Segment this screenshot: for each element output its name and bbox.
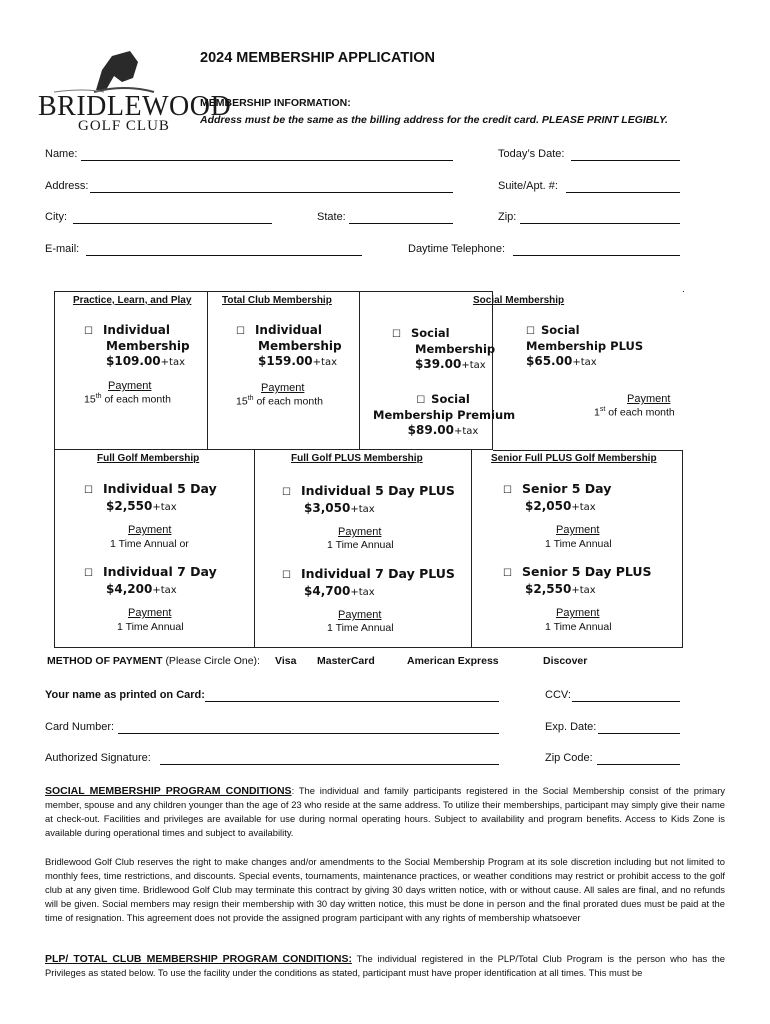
divider (359, 291, 360, 450)
payment-method-note: (Please Circle One): (165, 655, 260, 667)
tax: +tax (453, 426, 479, 437)
checkbox-icon[interactable]: ☐ (282, 487, 291, 498)
option-label: Individual 7 Day (102, 564, 217, 579)
price: $2,550 (106, 499, 153, 513)
option-label: Social (540, 323, 580, 337)
full-golf-heading: Full Golf Membership (97, 453, 200, 464)
social-conditions-heading: SOCIAL MEMBERSHIP PROGRAM CONDITIONS (45, 785, 292, 797)
social-premium-option[interactable] (373, 392, 516, 439)
option-label: Social (410, 326, 450, 340)
payment-detail: 1 Time Annual (327, 622, 394, 634)
name-label: Name: (45, 148, 78, 160)
payment-label: Payment (556, 607, 600, 619)
social-payment-detail: 1st of each month (594, 406, 675, 419)
city-label: City: (45, 211, 67, 223)
exp-date-label: Exp. Date: (545, 721, 597, 733)
state-label: State: (317, 211, 346, 223)
option-label: Membership (106, 339, 190, 353)
checkbox-icon[interactable]: ☐ (392, 329, 401, 340)
email-label: E-mail: (45, 243, 80, 255)
tax: +tax (152, 502, 177, 513)
full-golf-5day-option[interactable] (84, 481, 217, 515)
info-note: Address must be the same as the billing address for the credit card. PLEASE PRINT LEGIBLY. (200, 114, 668, 126)
option-label: Senior 5 Day (521, 481, 612, 496)
checkbox-icon[interactable]: ☐ (526, 326, 535, 337)
address-label: Address: (45, 180, 89, 192)
price: $65.00 (526, 354, 573, 368)
payment-label: Payment (128, 607, 172, 619)
zip-label: Zip: (498, 211, 517, 223)
price: $2,050 (525, 499, 572, 513)
card-visa[interactable]: Visa (275, 655, 297, 667)
name-field[interactable] (81, 160, 453, 161)
tax: +tax (160, 357, 186, 368)
telephone-field[interactable] (513, 255, 680, 256)
checkbox-icon[interactable]: ☐ (416, 395, 426, 406)
payment-label: Payment (338, 609, 382, 621)
social-option[interactable] (392, 326, 495, 373)
zip-field[interactable] (520, 223, 680, 224)
name-on-card-label: Your name as printed on Card: (45, 689, 205, 701)
senior-heading: Senior Full PLUS Golf Membership (491, 453, 657, 464)
option-label: Individual (254, 323, 322, 337)
option-label: Membership PLUS (526, 339, 644, 353)
practice-payment-detail: 15th of each month (84, 393, 171, 406)
price: $89.00 (407, 423, 454, 437)
option-label: Social (431, 392, 470, 406)
payment-method-row (47, 655, 260, 667)
payment-detail: 1 Time Annual (117, 621, 184, 633)
plp-conditions-text: The individual registered in the PLP/Total Club Program is the person who has the Privileges as stated below. To use the facility under the conditions as stated, participant must have proper identification at all times. This must be (45, 953, 725, 978)
social-conditions-paragraph (45, 784, 725, 840)
payment-method-label: METHOD OF PAYMENT (47, 655, 163, 667)
checkbox-icon[interactable]: ☐ (503, 485, 512, 496)
option-label: Membership Premium (373, 408, 516, 422)
divider (207, 291, 208, 450)
exp-date-field[interactable] (598, 733, 680, 734)
reserve-paragraph: Bridlewood Golf Club reserves the right to make changes and/or amendments to the Social Membership Program at its sole discretion including but not limited to monthly fees, time restrictions, and discounts. Special events, tournaments, maintenance practices, or weather conditions may restrict or prohibit access to the golf club at any given time. Bridlewood Golf Club may terminate this contract by giving 30 days written notice, with or without cause. All sales are final, and no refunds will be given. Social members may resign their membership with 30 day written notice, this must be done in person and the final prorated dues must be paid at the time of resignation. This agreement does not provide the assigned program participant with any rights of membership whatsoever (45, 856, 725, 923)
state-field[interactable] (349, 223, 453, 224)
full-golf-plus-7day-option[interactable] (282, 566, 455, 600)
tax: +tax (571, 585, 596, 596)
bridlewood-logo (34, 48, 232, 138)
tax: +tax (572, 357, 597, 368)
payment-label: Payment (128, 524, 172, 536)
tax: +tax (571, 502, 596, 513)
price: $4,200 (106, 582, 153, 596)
option-label: Membership (415, 342, 496, 356)
full-golf-plus-5day-option[interactable] (282, 483, 455, 517)
signature-label: Authorized Signature: (45, 752, 151, 764)
horse-head-icon (34, 48, 190, 96)
signature-field[interactable] (160, 764, 499, 765)
zip-code-label: Zip Code: (545, 752, 593, 764)
suite-label: Suite/Apt. #: (498, 180, 558, 192)
full-golf-plus-heading: Full Golf PLUS Membership (291, 453, 423, 464)
card-discover[interactable]: Discover (543, 655, 588, 667)
practice-option[interactable] (84, 323, 190, 370)
senior-5day-plus-option[interactable] (503, 564, 652, 598)
price: $3,050 (304, 501, 351, 515)
full-golf-7day-option[interactable] (84, 564, 217, 598)
suite-field[interactable] (566, 192, 680, 193)
payment-label: Payment (556, 524, 600, 536)
tax: +tax (461, 360, 486, 371)
price: $4,700 (304, 584, 351, 598)
total-club-option[interactable] (236, 323, 342, 370)
divider (471, 450, 472, 648)
todays-date-label: Today’s Date: (498, 148, 565, 160)
checkbox-icon[interactable]: ☐ (84, 485, 93, 496)
option-label: Individual 5 Day (102, 481, 217, 496)
tax: +tax (350, 504, 375, 515)
zip-code-field[interactable] (597, 764, 680, 765)
payment-detail: 1 Time Annual (327, 539, 394, 551)
price: $159.00 (258, 354, 313, 368)
page-title: 2024 MEMBERSHIP APPLICATION (200, 50, 436, 66)
option-label: Senior 5 Day PLUS (521, 564, 652, 579)
divider (254, 450, 255, 648)
payment-label: Payment (338, 526, 382, 538)
social-payment-label: Payment (627, 393, 671, 405)
email-field[interactable] (86, 255, 362, 256)
plp-conditions-heading: PLP/ TOTAL CLUB MEMBERSHIP PROGRAM CONDITIONS: (45, 953, 352, 965)
social-plus-option[interactable] (526, 323, 643, 370)
total-club-heading: Total Club Membership (222, 295, 332, 306)
divider (493, 450, 683, 451)
info-heading: MEMBERSHIP INFORMATION: (200, 97, 351, 109)
option-label: Individual 7 Day PLUS (300, 566, 455, 581)
tax: +tax (350, 587, 375, 598)
price: $109.00 (106, 354, 161, 368)
card-number-field[interactable] (118, 733, 499, 734)
city-field[interactable] (73, 223, 272, 224)
price: $2,550 (525, 582, 572, 596)
checkbox-icon[interactable]: ☐ (282, 570, 291, 581)
card-mastercard[interactable]: MasterCard (317, 655, 375, 667)
total-club-payment-label: Payment (261, 382, 305, 394)
plp-conditions-paragraph (45, 952, 725, 980)
ccv-field[interactable] (572, 701, 680, 702)
checkbox-icon[interactable]: ☐ (84, 568, 93, 579)
price: $39.00 (415, 357, 462, 371)
payment-detail: 1 Time Annual (545, 538, 612, 550)
todays-date-field[interactable] (571, 160, 680, 161)
practice-payment-label: Payment (108, 380, 152, 392)
address-field[interactable] (90, 192, 453, 193)
logo-wordmark: BRIDLEWOOD (38, 91, 232, 122)
total-club-payment-detail: 15th of each month (236, 395, 323, 408)
card-american-express[interactable]: American Express (407, 655, 499, 667)
checkbox-icon[interactable]: ☐ (503, 568, 512, 579)
social-conditions-text: : The individual and family participants registered in the Social Membership consist of the primary member, spouse and any children younger than the age of 23 who reside at the same address. To utilize their memberships, participant may simply give their name at check-out. Facilities and privileges are available for use during normal operating hours. Subject to availability and program benefits. Access to Kids Zone is available during operational times and subject to availability. (45, 785, 726, 838)
option-label: Membership (258, 339, 342, 353)
option-label: Individual 5 Day PLUS (300, 483, 455, 498)
card-number-label: Card Number: (45, 721, 115, 733)
ccv-label: CCV: (545, 689, 571, 701)
option-label: Individual (102, 323, 170, 337)
senior-5day-option[interactable] (503, 481, 611, 515)
tax: +tax (312, 357, 338, 368)
payment-detail: 1 Time Annual (545, 621, 612, 633)
telephone-label: Daytime Telephone: (408, 243, 506, 255)
practice-heading: Practice, Learn, and Play (73, 295, 192, 306)
tax: +tax (152, 585, 177, 596)
divider (683, 291, 684, 292)
social-heading: Social Membership (473, 295, 565, 306)
name-on-card-field[interactable] (205, 701, 499, 702)
checkbox-icon[interactable]: ☐ (236, 326, 245, 337)
payment-detail: 1 Time Annual or (110, 538, 189, 550)
checkbox-icon[interactable]: ☐ (84, 326, 93, 337)
logo-subtitle: GOLF CLUB (78, 118, 170, 134)
